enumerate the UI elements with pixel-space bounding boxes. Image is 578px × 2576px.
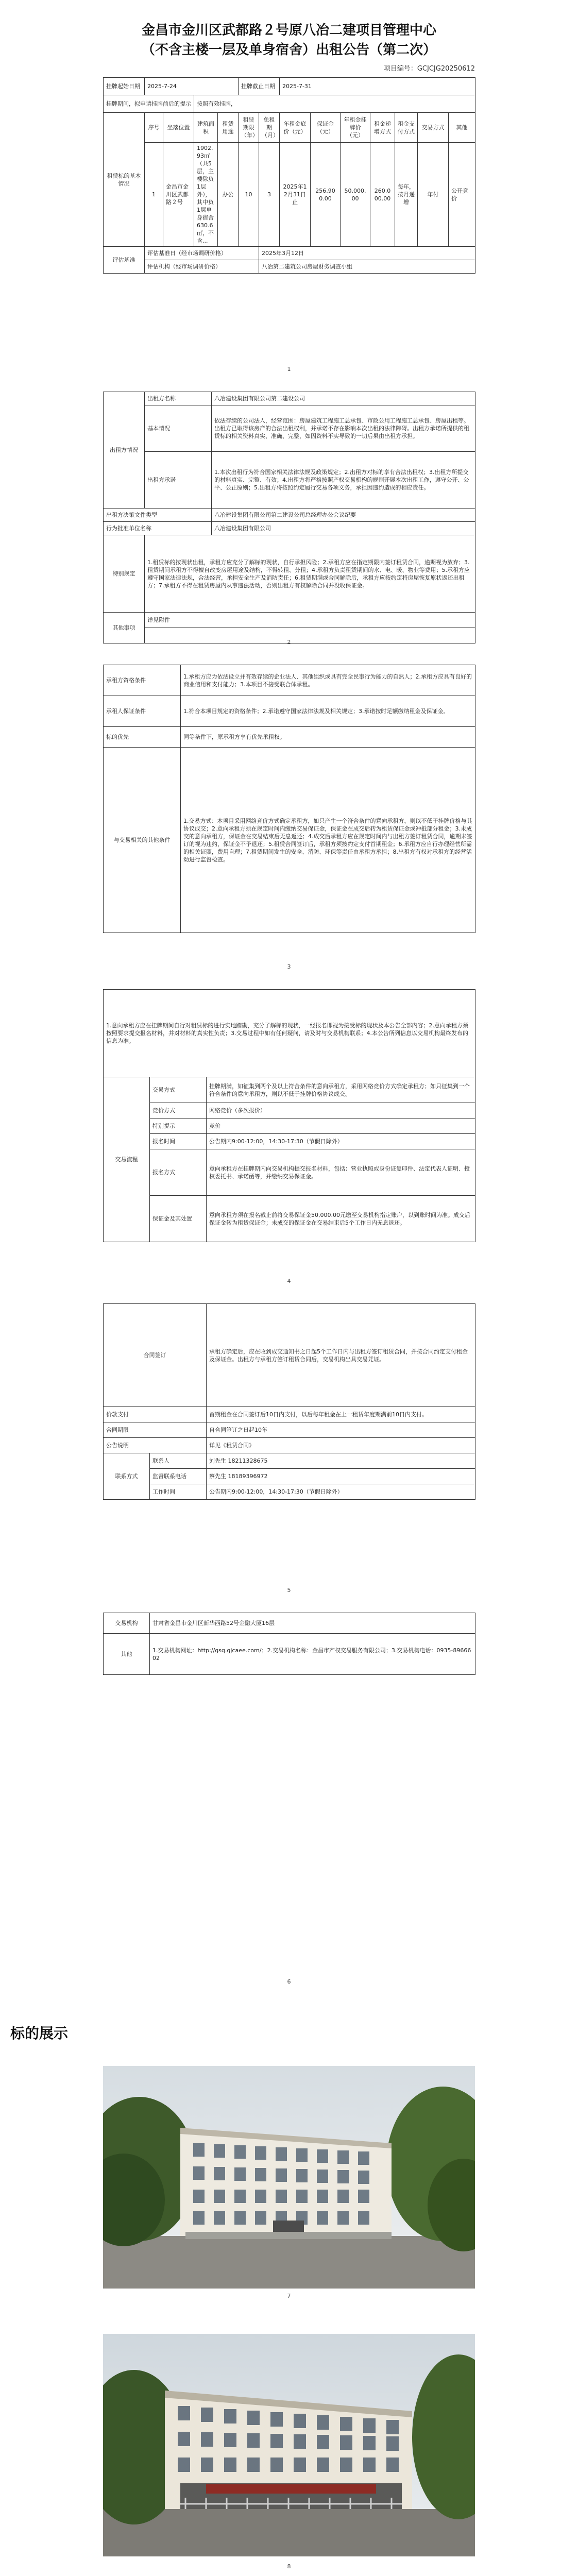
- page-number-4: 4: [287, 1278, 291, 1284]
- header-other: 其他: [449, 113, 475, 143]
- lessor-name-label: 出租方名称: [145, 392, 212, 405]
- showcase-title: 标的展示: [10, 2025, 69, 2042]
- basic-info-label: 租赁标的基本情况: [104, 113, 145, 247]
- page-number-1: 1: [287, 366, 291, 372]
- header-location: 坐落位置: [163, 113, 194, 143]
- notes-date: 2025年3月12日: [259, 247, 475, 260]
- header-list-rent: 年租金挂牌价（元）: [341, 113, 370, 143]
- page-number-6: 6: [287, 1978, 291, 1985]
- special-terms-value: 1.租赁标的按现状出租，承租方应充分了解标的现状，自行承担风险；2.承租方应在指定期限内签订租赁合同，逾期视为放弃；3.租赁期间承租方不得擅自改变房屋用途及结构，不得转租、分租；4.承租方负责租赁期间的水、电、暖、物业等费用；5.承租方应遵守国家法律法规，合法经营，承担安全生产及消防责任；6.租赁期满或合同解除后，承租方应按约定将房屋恢复原状返还出租方；7.承租方不得在租赁房屋内从事违法活动，否则出租方有权解除合同并没收保证金。: [145, 535, 475, 613]
- section-lessor: [103, 392, 475, 643]
- page-number-3: 3: [287, 963, 291, 970]
- deposit-value: 意向承租方须在报名截止前将交易保证金50,000.00元缴至交易机构指定账户，以到账时间为准。成交后保证金转为租赁保证金；未成交的保证金在交易结束后5个工作日内无息退还。: [207, 1196, 475, 1242]
- trade-terms-label: 与交易相关的其他条件: [104, 748, 181, 933]
- trade-terms-value: 1.交易方式：本项目采用网络竞价方式确定承租方，如只产生一个符合条件的意向承租方，则以不低于挂牌价格与其协议成交；2.意向承租方须在规定时间内缴纳交易保证金，保证金在成交后转为租赁保证金或冲抵部分租金；3.未成交的意向承租方，保证金在交易结束后无息返还；4.成交后承租方应在规定时间内与出租方签订租赁合同，逾期未签订的视为违约，保证金不予退还；5.租赁合同签订后，承租方须按约定支付首期租金；6.承租方应自行办理经营所需的相关证照，费用自理；7.租赁期间发生的安全、消防、环保等责任由承租方承担；8.出租方有权对承租方的经营活动进行监督检查。: [181, 748, 475, 933]
- title-line-2: （不含主楼一层及单身宿舍）出租公告（第二次）: [141, 42, 436, 58]
- building-photo-2: [103, 2334, 475, 2556]
- lessor-promise-value: 1.本次出租行为符合国家相关法律法规及政策规定；2.出租方对标的享有合法出租权；3.出租方所提交的材料真实、完整、有效；4.出租方将严格按照产权交易机构的规则开展本次出租工作，遵守公开、公平、公正原则；5.出租方将按照约定履行交易各项义务，承担因违约造成的相应责任。: [212, 452, 475, 509]
- row-term: 10: [239, 143, 259, 247]
- page-number-5: 5: [287, 1587, 291, 1594]
- contact-label: 联系方式: [104, 1453, 150, 1500]
- method-value: 竞价: [207, 1118, 475, 1134]
- lessee-cond-value: 1.承租方应为依法设立并有效存续的企业法人、其他组织或具有完全民事行为能力的自然人；2.承租方应具有良好的商业信用和支付能力；3.本项目不接受联合体承租。: [181, 665, 475, 696]
- row-deposit: 50,000.00: [341, 143, 370, 247]
- process-label: 交易流程: [104, 1077, 150, 1242]
- row-free: 3: [259, 143, 280, 247]
- listing-table: [103, 77, 475, 274]
- lessee-cond-label: 承租方资格条件: [104, 665, 181, 696]
- header-increase: 租金递增方式: [370, 113, 395, 143]
- priority-label: 标的优先: [104, 727, 181, 748]
- term-value: 自合同签订之日起10年: [207, 1422, 475, 1438]
- pub-value: 详见《租赁合同》: [207, 1438, 475, 1453]
- supervise-value: 蔡先生 18189396972: [207, 1469, 475, 1484]
- header-trade: 交易方式: [418, 113, 449, 143]
- prior-label: 挂牌期间，拟申请挂牌前后的提示: [104, 95, 194, 113]
- building-photo-1: [103, 2066, 475, 2289]
- org-label: 评估机构（经市场调研价格）: [145, 260, 259, 274]
- approval-value: 八冶建设集团有限公司: [212, 522, 475, 535]
- row-increase: 每年，按月递增: [395, 143, 418, 247]
- photo-caption-2: 8: [287, 2563, 291, 2570]
- section-trade: [103, 989, 475, 1242]
- agency-table: [103, 1613, 475, 1675]
- photo-caption-1: 7: [287, 2293, 291, 2299]
- work-time-value: 公告期内9:00-12:00，14:30-17:30（节假日除外）: [207, 1484, 475, 1500]
- supervise-label: 监督联系电话: [150, 1469, 207, 1484]
- header-free: 免租期（月）: [259, 113, 280, 143]
- trade-table: [103, 989, 475, 1242]
- section-agency: [103, 1613, 475, 1675]
- bid-label: 竞价方式: [150, 1103, 207, 1118]
- lessee-guarantee-label: 承租人保证条件: [104, 696, 181, 727]
- section-conditions: [103, 665, 475, 933]
- lessor-promise-label: 出租方承诺: [145, 452, 212, 509]
- header-use: 租赁用途: [218, 113, 239, 143]
- contact-person-value: 刘先生 18211328675: [207, 1453, 475, 1469]
- row-no: 1: [145, 143, 163, 247]
- signup-way-value: 意向承租方在挂牌期内向交易机构提交报名材料，包括：营业执照或身份证复印件、法定代表人证明、授权委托书、承诺函等，并缴纳交易保证金。: [207, 1149, 475, 1196]
- contract-value: 承租方确定后，应在收到成交通知书之日起5个工作日内与出租方签订租赁合同，并按合同约定支付租金及保证金。出租方与承租方签订租赁合同后，交易机构出具交易凭证。: [207, 1304, 475, 1407]
- org-value: 八冶第二建筑公司房屋财务调查小组: [259, 260, 475, 274]
- lessee-guarantee-value: 1.符合本项目规定的资格条件；2.承诺遵守国家法律法规及相关规定；3.承诺按时足额缴纳租金及保证金。: [181, 696, 475, 727]
- header-term: 租赁期限（年）: [239, 113, 259, 143]
- row-area: 1902.93㎡（共5层，主楼除负1层外），其中负1层单身宿舍630.6㎡，不含...: [194, 143, 218, 247]
- lessor-basic-label: 基本情况: [145, 405, 212, 452]
- pay-value: 首期租金在合同签订后10日内支付，以后每年租金在上一租赁年度期满前10日内支付。: [207, 1407, 475, 1422]
- method-label: 交易方式: [150, 1077, 207, 1103]
- other-items-label: 其他事项: [104, 613, 145, 643]
- section-contract: [103, 1303, 475, 1500]
- row-location: 金昌市金川区武都路２号: [163, 143, 194, 247]
- header-payment: 租金支付方式: [395, 113, 418, 143]
- priority-value: 同等条件下，原承租方享有优先承租权。: [181, 727, 475, 748]
- row-payment: 年付: [418, 143, 449, 247]
- method-desc: 挂牌期满，如征集到两个及以上符合条件的意向承租方，采用网络竞价方式确定承租方；如只征集到一个符合条件的意向承租方，则以不低于挂牌价格协议成交。: [207, 1077, 475, 1103]
- pub-label: 公告说明: [104, 1438, 207, 1453]
- work-time-label: 工作时间: [150, 1484, 207, 1500]
- notes-label: 评估基准: [104, 247, 145, 274]
- lessor-table: [103, 392, 475, 643]
- listing-end-value: 2025-7-31: [280, 78, 475, 95]
- project-number: 项目编号：GCJCJG20250612: [383, 65, 475, 73]
- signup-time-label: 报名时间: [150, 1134, 207, 1149]
- announcement-header: [103, 21, 475, 73]
- signup-way-label: 报名方式: [150, 1149, 207, 1196]
- decision-value: 八冶建设集团有限公司第二建设公司总经理办公会议纪要: [212, 509, 475, 522]
- special-notice-value: 1.意向承租方应在挂牌期间自行对租赁标的进行实地踏勘，充分了解标的现状，一经报名即视为接受标的现状及本公告全部内容；2.意向承租方须按照要求提交报名材料，并对材料的真实性负责；3.交易过程中如有任何疑问，请及时与交易机构联系；4.本公告所列信息以交易机构最终发布的信息为准。: [104, 990, 475, 1077]
- listing-start-label: 挂牌起始日期: [104, 78, 145, 95]
- approval-label: 行为批准单位名称: [104, 522, 212, 535]
- notice-label: 特别提示: [150, 1118, 207, 1134]
- row-trade: 公开竞价: [449, 143, 475, 247]
- lessor-basic-value: 依法存续的公司法人，经营范围：房屋建筑工程施工总承包、市政公用工程施工总承包、房屋出租等。出租方已取得该房产的合法出租权利，并承诺不存在影响本次出租的法律障碍。出租方承诺所提供的租赁标的相关资料真实、准确、完整，如因资料不实导致的一切后果由出租方承担。: [212, 405, 475, 452]
- bid-value: 网络竞价（多次报价）: [207, 1103, 475, 1118]
- lessor-label: 出租方情况: [104, 392, 145, 509]
- row-use: 办公: [218, 143, 239, 247]
- agency-label: 交易机构: [104, 1613, 150, 1634]
- section-listing: [103, 77, 475, 274]
- title-line-1: 金昌市金川区武都路２号原八冶二建项目管理中心: [141, 23, 436, 38]
- agency-value: 甘肃省金昌市金川区新华西路52号金融大厦16层: [150, 1613, 475, 1634]
- decision-label: 出租方决策文件类型: [104, 509, 212, 522]
- deposit-label: 保证金及其处置: [150, 1196, 207, 1242]
- term-label: 合同期限: [104, 1422, 207, 1438]
- agency-other-label: 其他: [104, 1634, 150, 1675]
- prior-value: 按照有效挂牌，: [194, 95, 475, 113]
- other-items-value: 详见附件: [145, 613, 475, 628]
- row-end-date: 2025年12月31日止: [280, 143, 311, 247]
- notes-value: 评估基准日（经市场调研价格）: [145, 247, 259, 260]
- header-area: 建筑面积: [194, 113, 218, 143]
- listing-start-value: 2025-7-24: [145, 78, 239, 95]
- header-base-rent: 年租金底价（元）: [280, 113, 311, 143]
- header-deposit: 保证金（元）: [311, 113, 341, 143]
- row-base-rent: 256,900.00: [311, 143, 341, 247]
- conditions-table: [103, 665, 475, 933]
- header-no: 序号: [145, 113, 163, 143]
- signup-time-value: 公告期内9:00-12:00，14:30-17:30（节假日除外）: [207, 1134, 475, 1149]
- contract-table: [103, 1303, 475, 1500]
- contract-label: 合同签订: [104, 1304, 207, 1407]
- contact-person-label: 联系人: [150, 1453, 207, 1469]
- row-list-rent: 260,000.00: [370, 143, 395, 247]
- listing-end-label: 挂牌截止日期: [239, 78, 280, 95]
- special-terms-label: 特别规定: [104, 535, 145, 613]
- page-number-2: 2: [287, 639, 291, 646]
- agency-other-value: 1.交易机构网址：http://gsq.gjcaee.com/；2.交易机构名称：金昌市产权交易服务有限公司；3.交易机构电话：0935-8966602: [150, 1634, 475, 1675]
- pay-label: 价款支付: [104, 1407, 207, 1422]
- lessor-name-value: 八冶建设集团有限公司第二建设公司: [212, 392, 475, 405]
